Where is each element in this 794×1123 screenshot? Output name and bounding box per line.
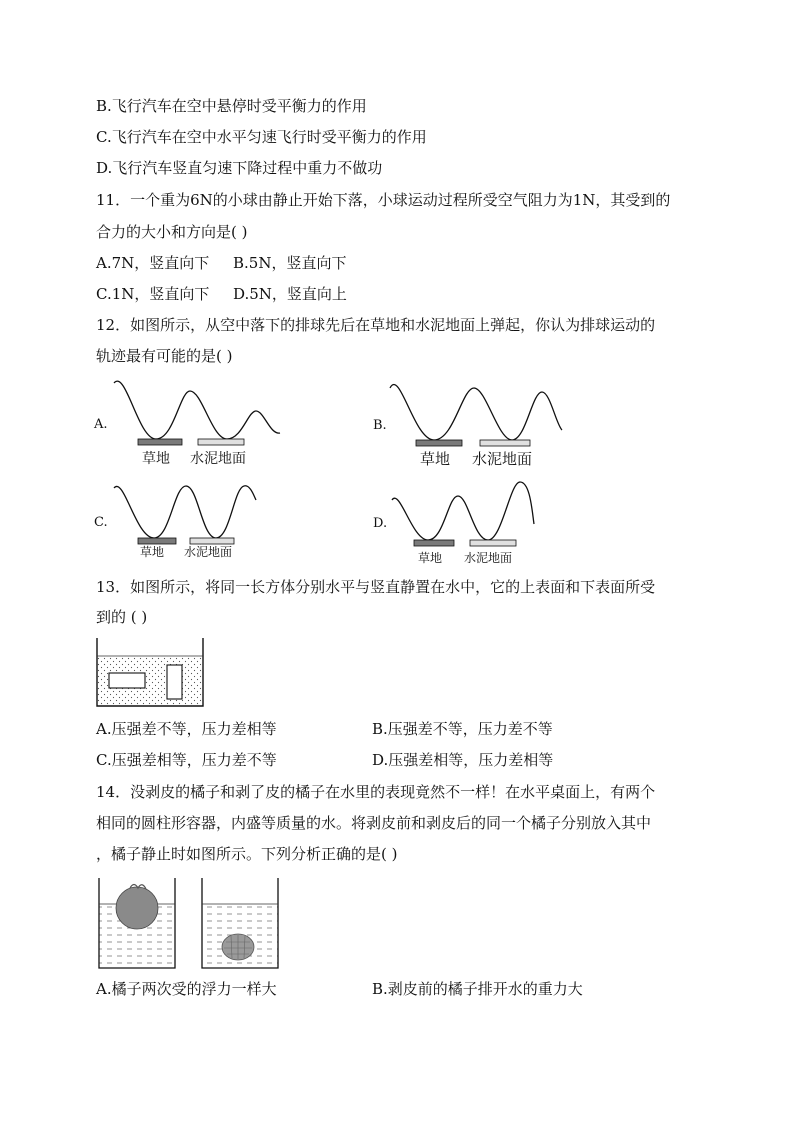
q14-option-a: A.橘子两次受的浮力一样大	[96, 980, 277, 998]
cement-label: 水泥地面	[184, 545, 233, 559]
cement-strip	[190, 538, 234, 544]
q12-stem-line1: 12．如图所示，从空中落下的排球先后在草地和水泥地面上弹起，你认为排球运动的	[96, 316, 656, 334]
cement-label: 水泥地面	[190, 451, 246, 467]
grass-strip	[414, 540, 454, 546]
q14-option-b: B.剥皮前的橘子排开水的重力大	[372, 980, 583, 998]
q12-figure-a	[90, 375, 290, 475]
cement-label: 水泥地面	[472, 450, 533, 468]
cement-label: 水泥地面	[464, 551, 513, 565]
ball-trajectory	[114, 381, 280, 439]
q11-option-a: A.7N，竖直向下	[96, 254, 210, 272]
q13-option-b: B.压强差不等，压力差不等	[372, 720, 553, 738]
q10-option-b: B.飞行汽车在空中悬停时受平衡力的作用	[96, 97, 367, 115]
vertical-block	[167, 665, 182, 699]
ball-trajectory	[114, 486, 256, 538]
grass-label: 草地	[142, 451, 170, 467]
ball-trajectory	[392, 482, 534, 540]
cement-strip	[480, 440, 530, 446]
q11-option-b: B.5N，竖直向下	[233, 254, 347, 272]
grass-label: 草地	[140, 545, 165, 559]
q13-option-c: C.压强差相等，压力差不等	[96, 751, 277, 769]
q12-fig-b-letter: B.	[373, 418, 387, 433]
q13-stem-line2: 到的 ( )	[96, 608, 148, 626]
q12-fig-c-letter: C.	[94, 515, 108, 530]
ball-trajectory	[390, 384, 562, 440]
horizontal-block	[109, 673, 145, 688]
q12-figure-d	[370, 478, 550, 570]
q11-stem-line1: 11．一个重为6N的小球由静止开始下落，小球运动过程所受空气阻力为1N，其受到的	[96, 191, 671, 209]
grass-label: 草地	[418, 551, 443, 565]
q14-stem-line2: 相同的圆柱形容器，内盛等质量的水。将剥皮前和剥皮后的同一个橘子分别放入其中	[96, 814, 652, 832]
q11-option-d: D.5N，竖直向上	[233, 285, 347, 303]
q12-figure-b	[370, 372, 570, 472]
cement-strip	[198, 439, 244, 445]
q12-fig-a-letter: A.	[94, 417, 108, 432]
q13-option-a: A.压强差不等，压力差相等	[96, 720, 277, 738]
cement-strip	[470, 540, 516, 546]
grass-strip	[138, 439, 182, 445]
q12-figure-c	[90, 478, 270, 568]
q14-stem-line3: ，橘子静止时如图所示。下列分析正确的是( )	[96, 845, 398, 863]
q11-option-c: C.1N，竖直向下	[96, 285, 210, 303]
q13-water-tank-figure	[94, 636, 208, 710]
q13-option-d: D.压强差相等，压力差相等	[372, 751, 554, 769]
q14-stem-line1: 14．没剥皮的橘子和剥了皮的橘子在水里的表现竟然不一样！在水平桌面上，有两个	[96, 783, 656, 801]
grass-strip	[416, 440, 462, 446]
q14-orange-containers-figure	[96, 876, 286, 972]
q13-stem-line1: 13．如图所示，将同一长方体分别水平与竖直静置在水中，它的上表面和下表面所受	[96, 578, 656, 596]
grass-strip	[138, 538, 176, 544]
q10-option-c: C.飞行汽车在空中水平匀速飞行时受平衡力的作用	[96, 128, 427, 146]
unpeeled-orange	[116, 887, 158, 929]
q12-fig-d-letter: D.	[373, 516, 388, 531]
q12-stem-line2: 轨迹最有可能的是( )	[96, 347, 233, 365]
q10-option-d: D.飞行汽车竖直匀速下降过程中重力不做功	[96, 159, 383, 177]
grass-label: 草地	[420, 450, 451, 468]
q11-stem-line2: 合力的大小和方向是( )	[96, 223, 248, 241]
